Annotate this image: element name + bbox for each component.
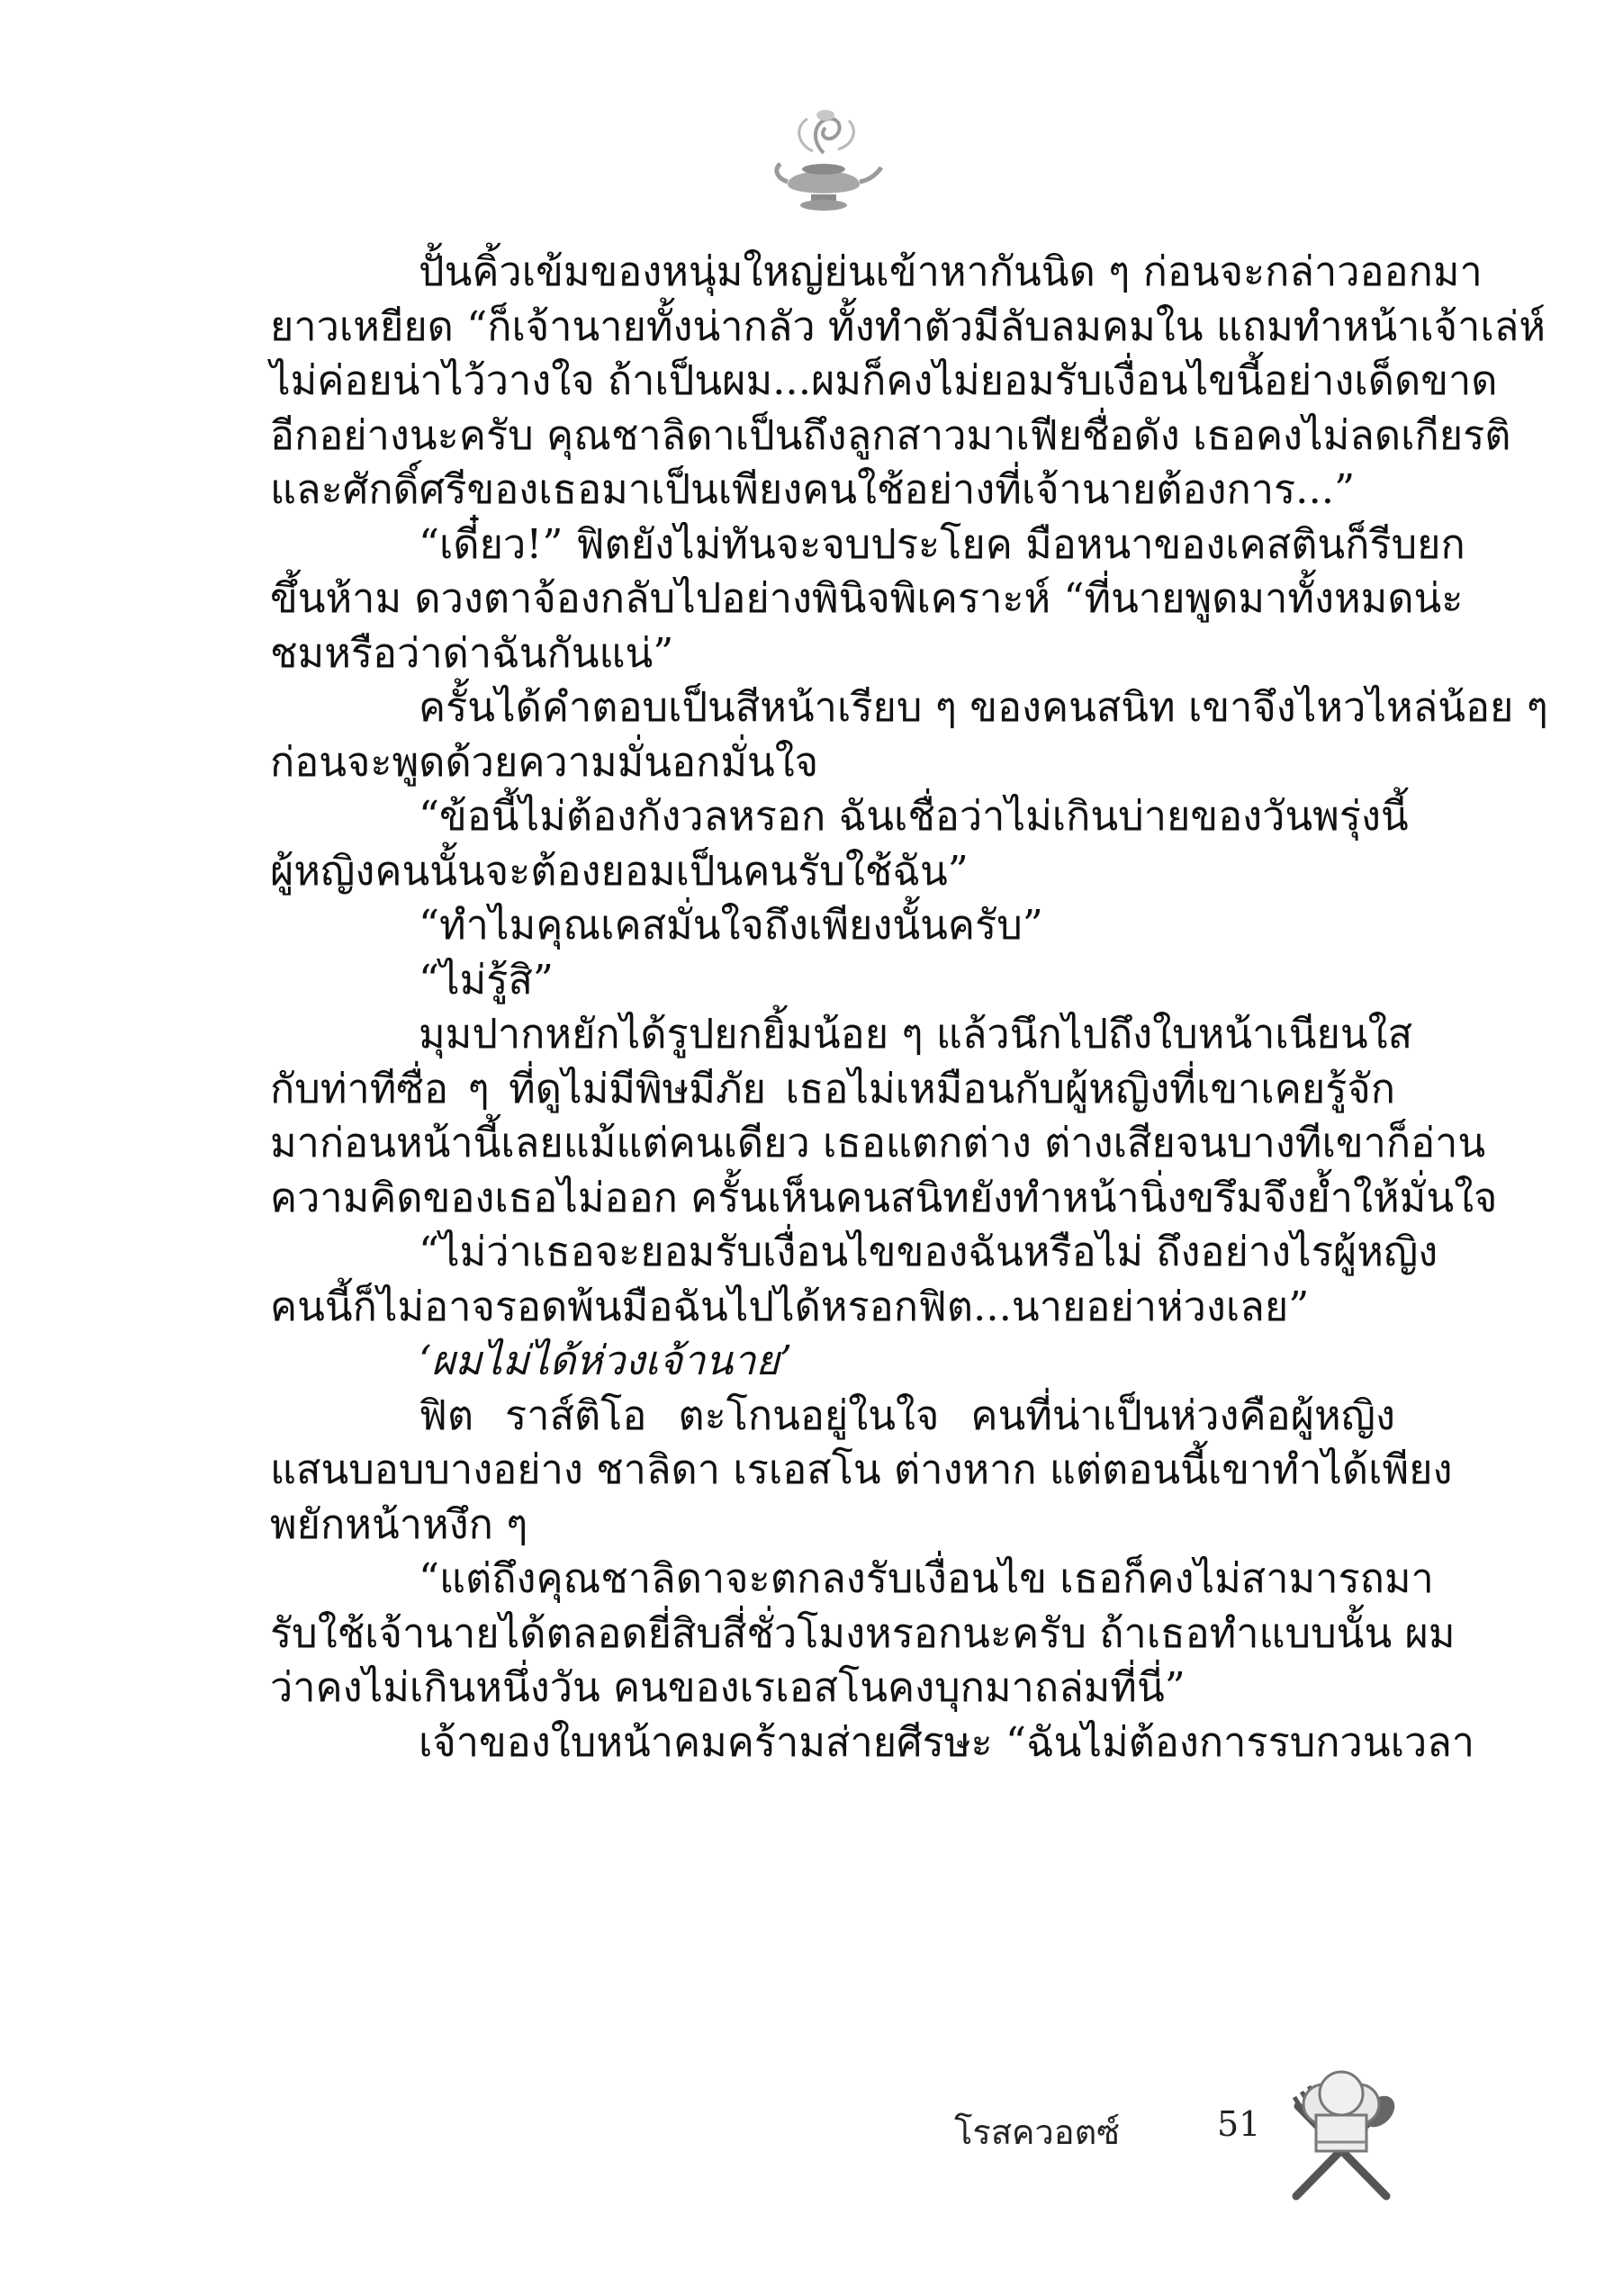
text-line: “ข้อนี้ไม่ต้องกังวลหรอก ฉันเชื่อว่าไม่เกินบ่ายของวันพรุ่งนี้ — [419, 792, 1409, 840]
text-line: “ไม่รู้สิ” — [419, 955, 554, 1004]
text-line: ผู้หญิงคนนั้นจะต้องยอมเป็นคนรับใช้ฉัน” — [270, 846, 969, 895]
text-line: คนนี้ก็ไม่อาจรอดพ้นมือฉันไปได้หรอกฟิต...นายอย่าห่วงเลย” — [270, 1282, 1310, 1330]
text-line: ปั้นคิ้วเข้มของหนุ่มใหญ่ย่นเข้าหากันนิด ๆ ก่อนจะกล่าวออกมา — [419, 248, 1483, 295]
teapot-lamp-icon — [761, 99, 887, 225]
text-line: และศักดิ์ศรีของเธอมาเป็นเพียงคนใช้อย่างที่เจ้านายต้องการ...” — [270, 465, 1356, 513]
text-line: ครั้นได้คำตอบเป็นสีหน้าเรียบ ๆ ของคนสนิท เขาจึงไหวไหล่น้อย ๆ — [419, 683, 1548, 731]
text-line: แสนบอบบางอย่าง ชาลิดา เรเอสโน ต่างหาก แต่ตอนนี้เขาทำได้เพียง — [270, 1445, 1453, 1493]
text-line: พยักหน้าหงึก ๆ — [270, 1499, 528, 1548]
text-line: ฟิต ราส์ติโอ ตะโกนอยู่ในใจ คนที่น่าเป็นห่วงคือผู้หญิง — [419, 1391, 1395, 1439]
text-line: รับใช้เจ้านายได้ตลอดยี่สิบสี่ชั่วโมงหรอกนะครับ ถ้าเธอทำแบบนั้น ผม — [270, 1608, 1456, 1657]
text-line: “แต่ถึงคุณชาลิดาจะตกลงรับเงื่อนไข เธอก็คงไม่สามารถมา — [419, 1554, 1434, 1602]
page-number: 51 — [1217, 2104, 1261, 2144]
text-line: ชมหรือว่าด่าฉันกันแน่” — [270, 628, 674, 677]
text-line: ว่าคงไม่เกินหนึ่งวัน คนของเรเอสโนคงบุกมาถล่มที่นี่” — [270, 1663, 1186, 1711]
chef-hat-utensils-icon — [1278, 2070, 1404, 2205]
text-line: ยาวเหยียด “ก็เจ้านายทั้งน่ากลัว ทั้งทำตัวมีลับลมคมใน แถมทำหน้าเจ้าเล่ห์ — [270, 302, 1546, 350]
text-line: ขึ้นห้าม ดวงตาจ้องกลับไปอย่างพินิจพิเคราะห์ “ที่นายพูดมาทั้งหมดน่ะ — [270, 574, 1464, 622]
text-line: กับท่าทีซื่อ ๆ ที่ดูไม่มีพิษมีภัย เธอไม่เหมือนกับผู้หญิงที่เขาเคยรู้จัก — [270, 1064, 1395, 1112]
body-text — [270, 245, 1548, 1769]
text-line: ก่อนจะพูดด้วยความมั่นอกมั่นใจ — [270, 737, 819, 786]
text-line: ‘ผมไม่ได้ห่วงเจ้านาย’ — [419, 1337, 793, 1384]
text-line: ความคิดของเธอไม่ออก ครั้นเห็นคนสนิทยังทำหน้านิ่งขรึมจึงย้ำให้มั่นใจ — [270, 1173, 1498, 1221]
text-line: เจ้าของใบหน้าคมคร้ามส่ายศีรษะ “ฉันไม่ต้องการรบกวนเวลา — [419, 1717, 1475, 1766]
text-line: “เดี๋ยว!” ฟิตยังไม่ทันจะจบประโยค มือหนาของเคสตินก็รีบยก — [419, 519, 1465, 568]
text-line: “ไม่ว่าเธอจะยอมรับเงื่อนไขของฉันหรือไม่ ถึงอย่างไรผู้หญิง — [419, 1228, 1438, 1275]
text-line: มุมปากหยักได้รูปยกยิ้มน้อย ๆ แล้วนึกไปถึงใบหน้าเนียนใส — [419, 1010, 1413, 1058]
page-footer — [900, 2070, 1404, 2205]
text-line: มาก่อนหน้านี้เลยแม้แต่คนเดียว เธอแตกต่าง ต่างเสียจนบางทีเขาก็อ่าน — [270, 1119, 1486, 1166]
running-title: โรสควอตซ์ — [954, 2112, 1121, 2152]
text-line: ไม่ค่อยน่าไว้วางใจ ถ้าเป็นผม...ผมก็คงไม่ยอมรับเงื่อนไขนี้อย่างเด็ดขาด — [270, 356, 1498, 404]
text-line: “ทำไมคุณเคสมั่นใจถึงเพียงนั้นครับ” — [419, 901, 1043, 949]
text-line: อีกอย่างนะครับ คุณชาลิดาเป็นถึงลูกสาวมาเฟียชื่อดัง เธอคงไม่ลดเกียรติ — [270, 410, 1511, 459]
